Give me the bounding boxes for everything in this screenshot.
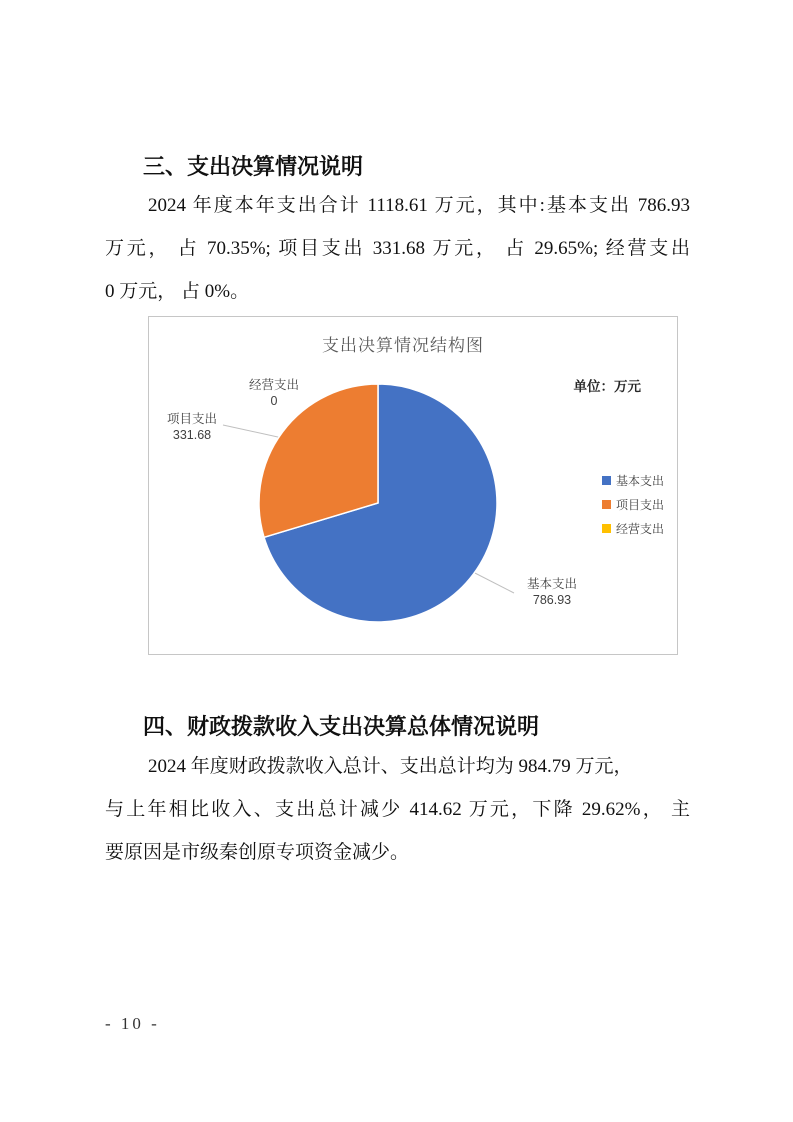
chart-legend	[602, 472, 664, 537]
paragraph-line: 2024 年度本年支出合计 1118.61 万元，其中:基本支出 786.93	[148, 195, 690, 216]
leader-line-basic-expenditure	[471, 571, 514, 593]
paragraph-line: 与上年相比收入、支出总计减少 414.62 万元，下降 29.62%， 主	[105, 799, 690, 820]
data-label-name: 项目支出	[166, 412, 218, 426]
data-label-value: 786.93	[532, 593, 572, 608]
expenditure-pie-chart	[148, 316, 678, 655]
section3-paragraph	[105, 184, 690, 313]
legend-item	[602, 496, 664, 513]
data-label-basic-expenditure	[527, 576, 577, 609]
data-label-project-expenditure	[167, 411, 217, 444]
legend-label: 项目支出	[616, 498, 665, 512]
paragraph-line: 0 万元， 占 0%。	[105, 281, 250, 302]
data-label-name: 基本支出	[526, 577, 578, 591]
section3-heading: 三、支出决算情况说明	[143, 154, 364, 179]
paragraph-line: 2024 年度财政拨款收入总计、支出总计均为 984.79 万元，	[148, 756, 633, 777]
data-label-value: 0	[270, 394, 278, 409]
legend-label: 基本支出	[616, 474, 665, 488]
section4-paragraph	[105, 745, 690, 874]
data-label-operating-expenditure	[249, 377, 299, 410]
legend-item	[602, 520, 664, 537]
legend-marker	[602, 476, 611, 485]
paragraph-line: 要原因是市级秦创原专项资金减少。	[105, 842, 410, 863]
legend-item	[602, 472, 664, 489]
legend-marker	[602, 500, 611, 509]
data-label-value: 331.68	[172, 428, 212, 443]
legend-label: 经营支出	[616, 522, 665, 536]
chart-title: 支出决算情况结构图	[322, 336, 484, 355]
section4-heading: 四、财政拨款收入支出决算总体情况说明	[143, 714, 540, 739]
page-number: - 10 -	[105, 1014, 160, 1033]
data-label-name: 经营支出	[248, 378, 300, 392]
paragraph-line: 万元， 占 70.35%; 项目支出 331.68 万元， 占 29.65%; 经营支出	[105, 238, 690, 259]
legend-marker	[602, 524, 611, 533]
chart-unit-label: 单位：万元	[573, 379, 641, 394]
pie-svg	[149, 317, 679, 656]
